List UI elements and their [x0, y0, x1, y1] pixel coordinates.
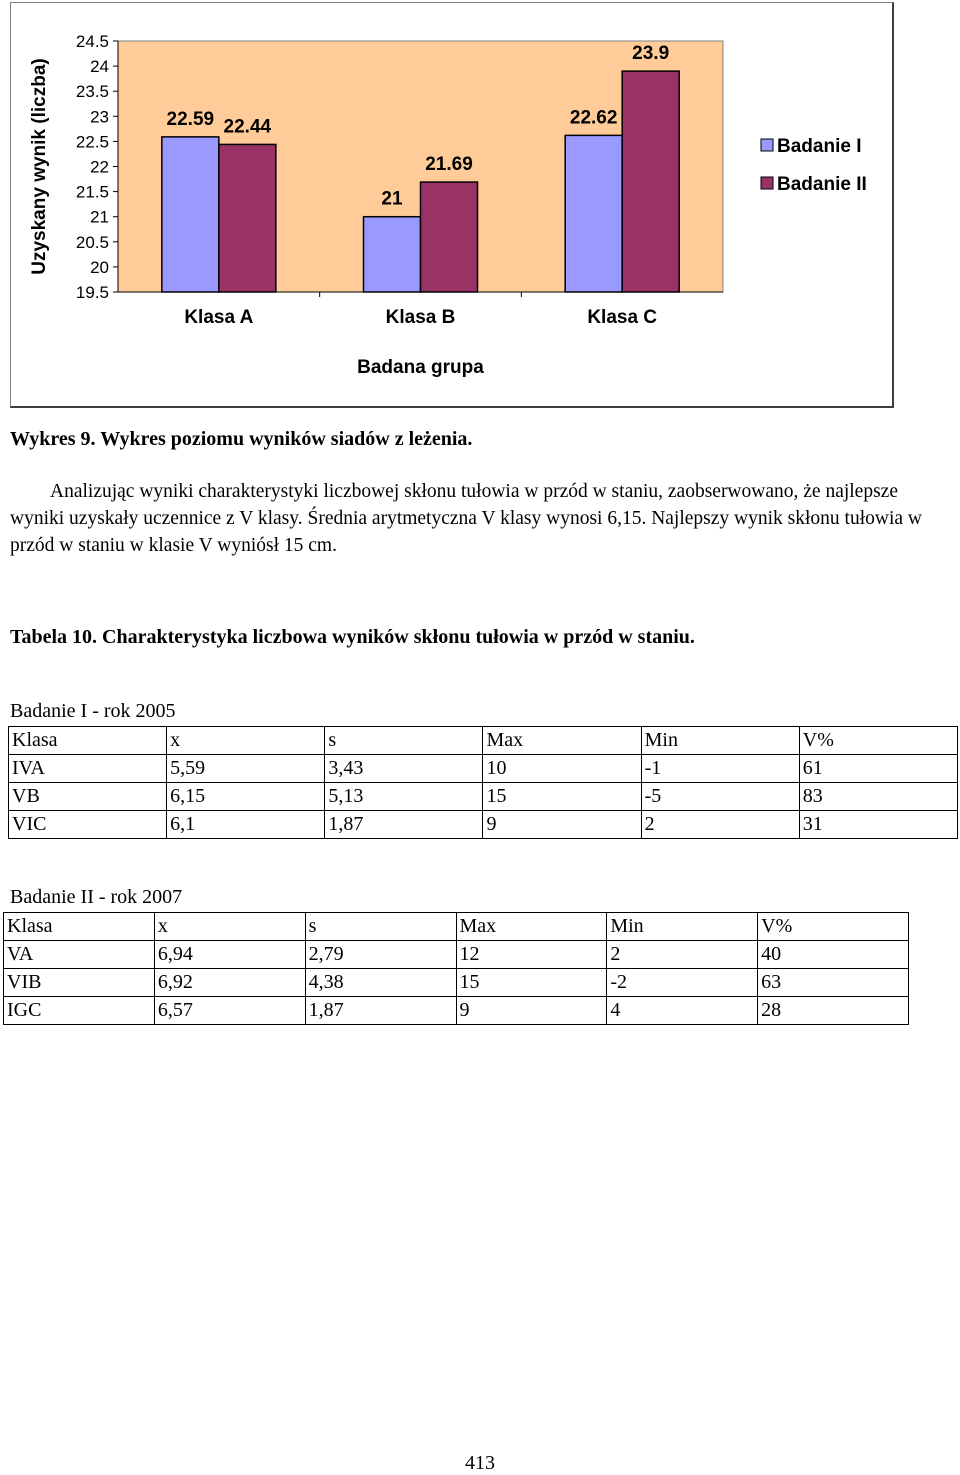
- page-number: 413: [465, 1452, 495, 1474]
- y-tick-label: 20.5: [75, 232, 109, 252]
- table-cell: 5,59: [167, 755, 325, 783]
- body-paragraph: [10, 478, 955, 559]
- table-header-cell: Min: [641, 727, 799, 755]
- table-header-cell: Klasa: [4, 913, 155, 941]
- table-cell: -5: [641, 783, 799, 811]
- table-header-row: [9, 727, 958, 755]
- table-cell: 3,43: [325, 755, 483, 783]
- table-cell: 6,15: [167, 783, 325, 811]
- bar-badanie-ii: [421, 182, 478, 292]
- y-axis-title: Uzyskany wynik (liczba): [29, 58, 50, 275]
- table-header-cell: V%: [758, 913, 909, 941]
- table-cell: 63: [758, 969, 909, 997]
- table-row: [4, 997, 909, 1025]
- legend-label: Badanie I: [777, 136, 862, 157]
- bar-badanie-i: [364, 217, 421, 292]
- table-cell: VA: [4, 941, 155, 969]
- table-cell: -2: [607, 969, 758, 997]
- table-cell: 28: [758, 997, 909, 1025]
- table-row: [4, 941, 909, 969]
- legend-swatch: [761, 139, 773, 151]
- table-header-cell: V%: [799, 727, 957, 755]
- y-tick-label: 19.5: [75, 283, 109, 302]
- table-header-row: [4, 913, 909, 941]
- data-label: 23.9: [632, 43, 670, 65]
- table-cell: IGC: [4, 997, 155, 1025]
- table-header-cell: Min: [607, 913, 758, 941]
- table-cell: 6,94: [154, 941, 305, 969]
- data-label: 21.69: [425, 154, 473, 176]
- table-badanie-1: [8, 726, 958, 839]
- data-label: 21: [381, 188, 403, 210]
- y-tick-label: 21.5: [75, 182, 109, 202]
- table-cell: 5,13: [325, 783, 483, 811]
- data-label: 22.59: [166, 108, 215, 130]
- y-tick-label: 23: [90, 107, 109, 127]
- x-tick-label: Klasa C: [587, 307, 658, 328]
- y-tick-label: 24.5: [75, 32, 109, 51]
- table-badanie-2: [3, 912, 909, 1025]
- table-cell: 40: [758, 941, 909, 969]
- table-row: [9, 783, 958, 811]
- table-cell: VIC: [9, 811, 167, 839]
- table-cell: -1: [641, 755, 799, 783]
- bar-chart: [11, 3, 893, 407]
- bar-badanie-ii: [622, 71, 679, 292]
- bar-badanie-ii: [219, 144, 276, 292]
- table-row: [9, 755, 958, 783]
- bar-badanie-i: [565, 135, 622, 292]
- x-tick-label: Klasa B: [385, 307, 456, 328]
- legend-label: Badanie II: [777, 174, 867, 195]
- table-cell: VB: [9, 783, 167, 811]
- paragraph-text: Analizując wyniki charakterystyki liczbowej skłonu tułowia w przód w staniu, zaobserwowano, że najlepsze wyniki uzyskały uczennice z V klasy. Średnia arytmetyczna V klasy wynosi 6,15. Najlepszy wynik skłonu tułowia w przód w staniu w klasie V wyniósł 15 cm.: [10, 481, 922, 556]
- table-cell: 9: [483, 811, 641, 839]
- table2-title: Badanie II - rok 2007: [10, 886, 183, 908]
- table-cell: 6,57: [154, 997, 305, 1025]
- table-cell: 10: [483, 755, 641, 783]
- table-cell: 1,87: [305, 997, 456, 1025]
- table-header-cell: x: [167, 727, 325, 755]
- y-tick-label: 21: [90, 207, 109, 227]
- table-cell: 12: [456, 941, 607, 969]
- table-cell: 1,87: [325, 811, 483, 839]
- x-axis-title: Badana grupa: [357, 357, 484, 378]
- chart-frame: [10, 2, 894, 408]
- legend-swatch: [761, 177, 773, 189]
- table-header-cell: s: [325, 727, 483, 755]
- y-tick-label: 22.5: [75, 132, 109, 152]
- table-cell: 2: [607, 941, 758, 969]
- table-cell: 15: [483, 783, 641, 811]
- y-tick-label: 22: [90, 157, 109, 177]
- table-cell: VIB: [4, 969, 155, 997]
- table-header-cell: s: [305, 913, 456, 941]
- table-cell: IVA: [9, 755, 167, 783]
- table-cell: 4: [607, 997, 758, 1025]
- y-tick-label: 24: [90, 57, 109, 77]
- x-tick-label: Klasa A: [184, 307, 254, 328]
- table1-title: Badanie I - rok 2005: [10, 700, 176, 722]
- table-cell: 4,38: [305, 969, 456, 997]
- figure-caption: Wykres 9. Wykres poziomu wyników siadów z leżenia.: [10, 428, 473, 450]
- table-cell: 61: [799, 755, 957, 783]
- table-header-cell: Klasa: [9, 727, 167, 755]
- table-cell: 2,79: [305, 941, 456, 969]
- table-caption: Tabela 10. Charakterystyka liczbowa wyników skłonu tułowia w przód w staniu.: [10, 626, 695, 648]
- data-label: 22.62: [569, 107, 618, 129]
- table-cell: 6,92: [154, 969, 305, 997]
- table-header-cell: Max: [483, 727, 641, 755]
- table-row: [4, 969, 909, 997]
- table-cell: 2: [641, 811, 799, 839]
- y-tick-label: 20: [90, 257, 109, 277]
- table-cell: 31: [799, 811, 957, 839]
- table-row: [9, 811, 958, 839]
- table-cell: 15: [456, 969, 607, 997]
- table-cell: 9: [456, 997, 607, 1025]
- table-cell: 6,1: [167, 811, 325, 839]
- table-header-cell: Max: [456, 913, 607, 941]
- bar-badanie-i: [162, 137, 219, 292]
- table-header-cell: x: [154, 913, 305, 941]
- y-tick-label: 23.5: [75, 82, 109, 102]
- data-label: 22.44: [223, 116, 272, 138]
- table-cell: 83: [799, 783, 957, 811]
